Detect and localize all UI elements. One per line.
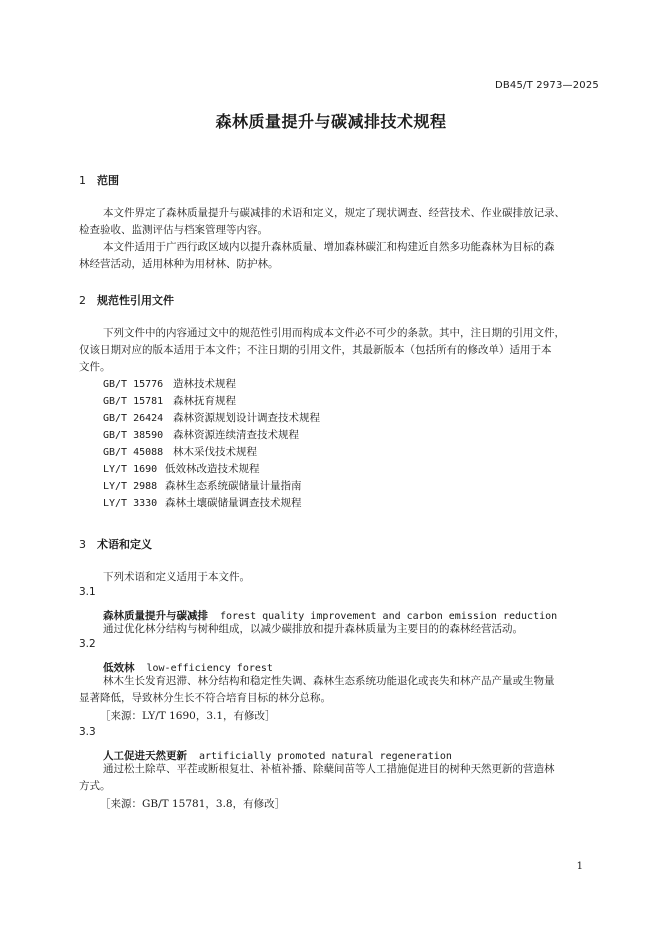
reference-item xyxy=(103,495,302,510)
clause-number: 3.1 xyxy=(79,586,96,598)
definition-line: 通过优化林分结构与树种组成，以减少碳排放和提升森林质量为主要目的的森林经营活动。 xyxy=(103,623,523,635)
paragraph-line: 本文件适用于广西行政区域内以提升森林质量、增加森林碳汇和构建近自然多功能森林为目标的森 xyxy=(103,241,555,253)
reference-title: 低效林改造技术规程 xyxy=(165,463,260,475)
reference-item xyxy=(103,427,299,442)
page-number: 1 xyxy=(576,861,583,872)
document-number: DB45/T 2973—2025 xyxy=(494,80,599,91)
term-english: forest quality improvement and carbon emission reduction xyxy=(220,611,558,622)
reference-code: GB/T 38590 xyxy=(103,430,164,441)
reference-item xyxy=(103,376,236,391)
reference-code: GB/T 26424 xyxy=(103,413,164,424)
definition-line: 显著降低，导致林分生长不符合培育目标的林分总称。 xyxy=(79,692,331,704)
section-title: 规范性引用文件 xyxy=(97,294,174,307)
reference-code: LY/T 3330 xyxy=(103,498,158,509)
section-title: 术语和定义 xyxy=(97,538,152,551)
section-number: 1 xyxy=(79,174,86,187)
paragraph-line: 检查验收、监测评估与档案管理等内容。 xyxy=(79,224,268,236)
source-note: ［来源：LY/T 1690，3.1，有修改］ xyxy=(100,710,276,722)
section-number: 3 xyxy=(79,538,86,551)
document-title: 森林质量提升与碳减排技术规程 xyxy=(215,112,447,131)
reference-title: 林木采伐技术规程 xyxy=(173,446,257,458)
definition-line: 通过松土除草、平茬或断根复壮、补植补播、除蘖间苗等人工措施促进目的树种天然更新的营造林 xyxy=(103,763,555,775)
section-heading-normative xyxy=(79,292,174,308)
clause-number: 3.3 xyxy=(79,726,96,738)
reference-title: 森林资源规划设计调查技术规程 xyxy=(173,412,320,424)
source-note: ［来源：GB/T 15781，3.8，有修改］ xyxy=(100,798,286,810)
term-english: artificially promoted natural regeneration xyxy=(199,751,452,762)
reference-item xyxy=(103,393,236,408)
reference-title: 森林生态系统碳储量计量指南 xyxy=(165,480,302,492)
reference-code: GB/T 15781 xyxy=(103,396,164,407)
paragraph-line: 仅该日期对应的版本适用于本文件；不注日期的引用文件，其最新版本（包括所有的修改单）适用于本 xyxy=(79,344,552,356)
clause-number: 3.2 xyxy=(79,638,96,650)
reference-item xyxy=(103,478,302,493)
definition-line: 方式。 xyxy=(79,780,111,792)
paragraph-line: 林经营活动，适用林种为用材林、防护林。 xyxy=(79,258,279,270)
reference-title: 森林抚育规程 xyxy=(173,395,236,407)
reference-code: GB/T 45088 xyxy=(103,447,164,458)
section-heading-terms xyxy=(79,536,152,552)
reference-title: 森林土壤碳储量调查技术规程 xyxy=(165,497,302,509)
reference-item xyxy=(103,410,320,425)
term-chinese: 森林质量提升与碳减排 xyxy=(103,610,208,622)
definition-line: 林木生长发育迟滞、林分结构和稳定性失调、森林生态系统功能退化或丧失和林产品产量或生物量 xyxy=(103,675,555,687)
reference-item xyxy=(103,444,257,459)
reference-title: 造林技术规程 xyxy=(173,378,236,390)
paragraph-line: 下列术语和定义适用于本文件。 xyxy=(103,571,250,583)
paragraph-line: 本文件界定了森林质量提升与碳减排的术语和定义，规定了现状调查、经营技术、作业碳排放记录、 xyxy=(103,207,565,219)
reference-code: GB/T 15776 xyxy=(103,379,164,390)
reference-item xyxy=(103,461,260,476)
reference-code: LY/T 1690 xyxy=(103,464,158,475)
section-title: 范围 xyxy=(97,174,119,187)
paragraph-line: 下列文件中的内容通过文中的规范性引用而构成本文件必不可少的条款。其中，注日期的引用文件， xyxy=(103,327,565,339)
term-chinese: 低效林 xyxy=(103,662,135,674)
reference-title: 森林资源连续清查技术规程 xyxy=(173,429,299,441)
term-english: low-efficiency forest xyxy=(146,663,273,674)
term-chinese: 人工促进天然更新 xyxy=(103,750,187,762)
paragraph-line: 文件。 xyxy=(79,361,111,373)
section-number: 2 xyxy=(79,294,86,307)
reference-code: LY/T 2988 xyxy=(103,481,158,492)
section-heading-scope xyxy=(79,172,119,188)
